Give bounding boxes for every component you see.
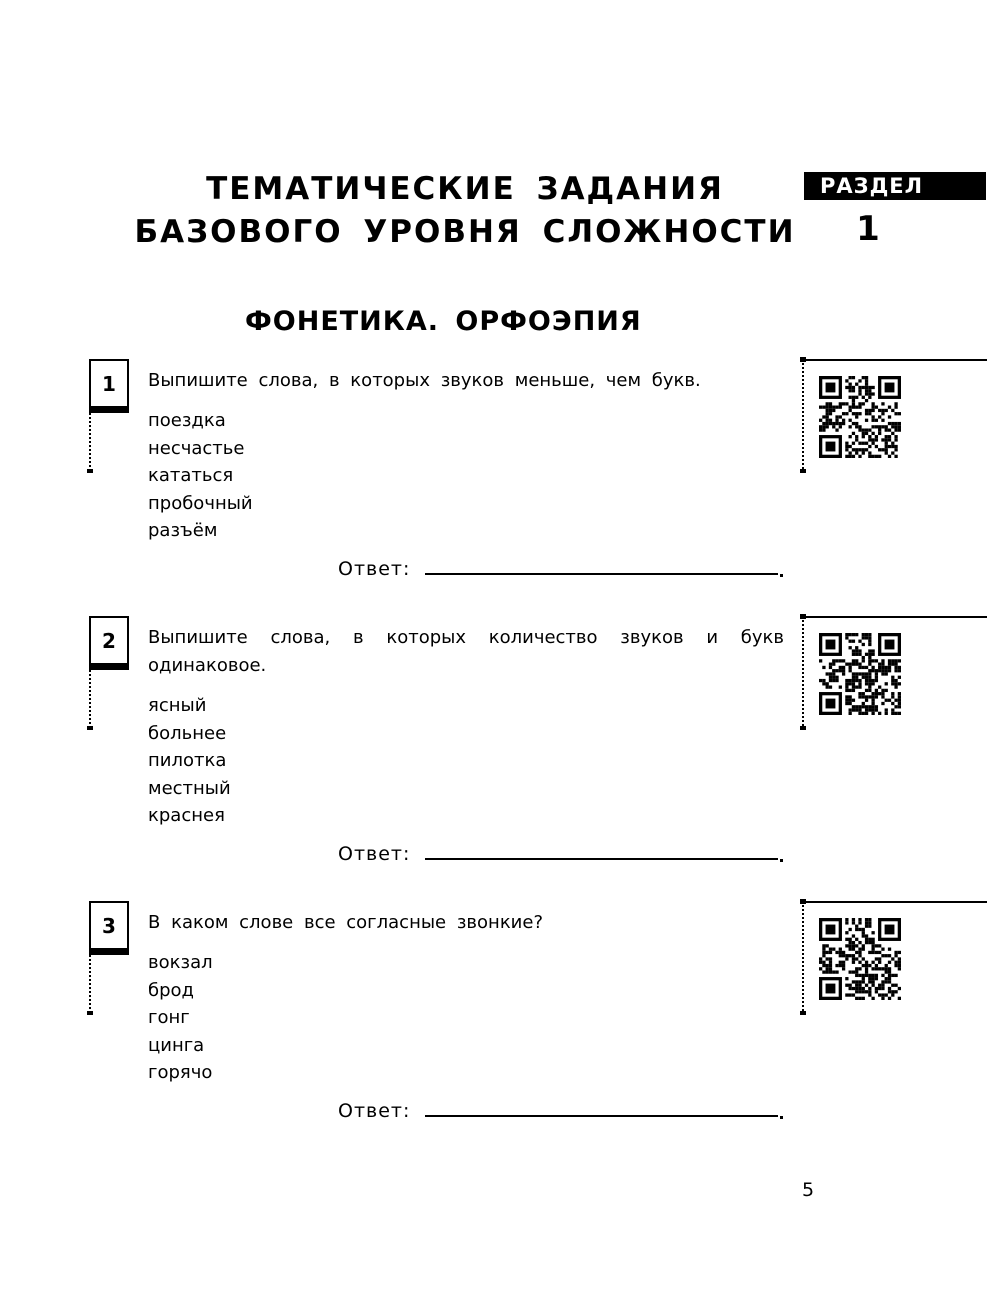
answer-label: Ответ:: [338, 843, 411, 865]
dot-marker: [87, 726, 93, 730]
answer-field[interactable]: [425, 858, 778, 860]
answer-field[interactable]: [425, 573, 778, 575]
chapter-title-line-2: БАЗОВОГО УРОВНЯ СЛОЖНОСТИ: [134, 214, 796, 250]
qr-frame-dots: [802, 905, 804, 1011]
dot-marker: [800, 726, 806, 730]
option-item: вокзал: [148, 952, 213, 973]
options-list: [148, 949, 213, 1087]
answer-period: [780, 1116, 783, 1119]
task-question: В каком слове все согласные звонкие?: [148, 912, 544, 933]
answer-label: Ответ:: [338, 558, 411, 580]
task-question: Выпишите слова, в которых количество звуков и букв одинаковое.: [148, 627, 784, 676]
option-item: разъём: [148, 520, 218, 541]
option-item: местный: [148, 777, 231, 799]
option-item: несчастье: [148, 437, 245, 459]
qr-code-icon[interactable]: [819, 918, 901, 1000]
chapter-title: [100, 168, 830, 254]
chapter-title-line-1: ТЕМАТИЧЕСКИЕ ЗАДАНИЯ: [206, 171, 724, 207]
option-item: горячо: [148, 1062, 213, 1083]
task-2: [0, 616, 987, 876]
options-list: [148, 692, 231, 830]
task-3: [0, 901, 987, 1161]
task-number: 2: [89, 616, 129, 670]
option-item: поездка: [148, 410, 226, 431]
qr-code-icon[interactable]: [819, 633, 901, 715]
option-item: ясный: [148, 695, 207, 716]
qr-frame-line: [804, 901, 987, 903]
task-number: 1: [89, 359, 129, 413]
page-number: 5: [802, 1179, 815, 1201]
task-1: [0, 359, 987, 619]
topic-title: ФОНЕТИКА. ОРФОЭПИЯ: [245, 306, 642, 337]
dot-marker: [87, 1011, 93, 1015]
section-number: 1: [856, 209, 880, 249]
qr-frame-dots: [802, 620, 804, 726]
answer-period: [780, 859, 783, 862]
answer-period: [780, 574, 783, 577]
options-list: [148, 407, 253, 545]
option-item: больнее: [148, 722, 227, 744]
option-item: брод: [148, 979, 194, 1001]
dot-marker: [800, 357, 806, 362]
qr-frame-line: [804, 359, 987, 361]
option-item: кататься: [148, 465, 234, 486]
dot-marker: [800, 614, 806, 619]
dot-marker: [800, 1011, 806, 1015]
task-margin-dots: [89, 955, 91, 1013]
section-label: РАЗДЕЛ: [804, 172, 986, 200]
answer-field[interactable]: [425, 1115, 778, 1117]
option-item: гонг: [148, 1007, 190, 1028]
dot-marker: [800, 899, 806, 904]
task-question: Выпишите слова, в которых звуков меньше, чем букв.: [148, 370, 701, 391]
option-item: пробочный: [148, 492, 253, 514]
task-margin-dots: [89, 413, 91, 471]
option-item: пилотка: [148, 750, 227, 771]
dot-marker: [800, 469, 806, 473]
qr-frame-dots: [802, 363, 804, 469]
dot-marker: [87, 469, 93, 473]
option-item: цинга: [148, 1034, 205, 1056]
task-number: 3: [89, 901, 129, 955]
task-margin-dots: [89, 670, 91, 728]
qr-code-icon[interactable]: [819, 376, 901, 458]
answer-label: Ответ:: [338, 1100, 411, 1122]
qr-frame-line: [804, 616, 987, 618]
option-item: краснея: [148, 805, 225, 826]
